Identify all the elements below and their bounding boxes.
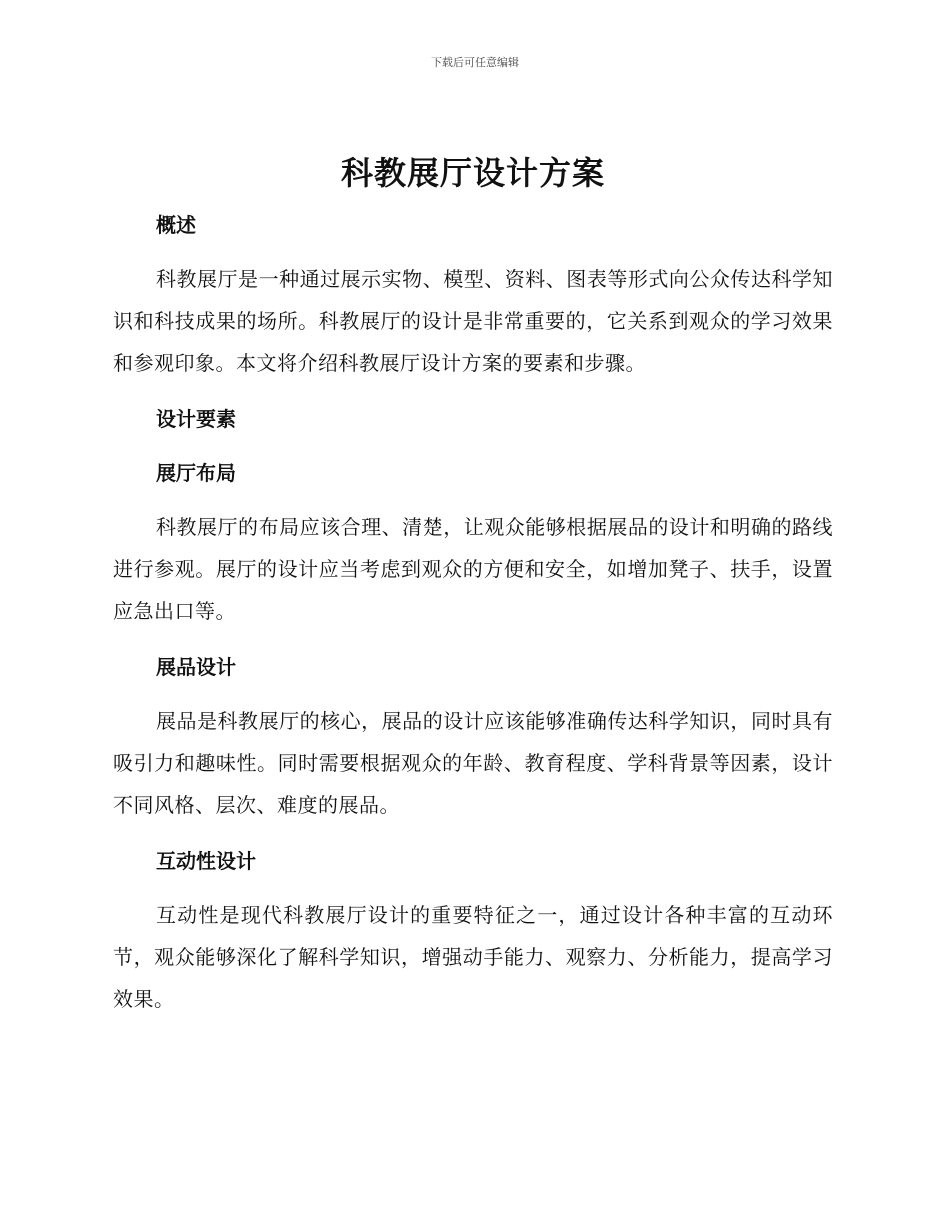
spacer — [113, 240, 833, 258]
heading-design-elements: 设计要素 — [156, 407, 236, 431]
heading-interactive-design: 互动性设计 — [156, 849, 256, 873]
spacer — [113, 682, 833, 700]
paragraph-interactive-design: 互动性是现代科教展厅设计的重要特征之一，通过设计各种丰富的互动环节，观众能够深化了解科学知识，增强动手能力、观察力、分析能力，提高学习效果。 — [113, 903, 833, 1011]
spacer — [113, 384, 833, 404]
heading-overview: 概述 — [156, 213, 196, 237]
spacer — [113, 632, 833, 652]
paragraph-overview: 科教展厅是一种通过展示实物、模型、资料、图表等形式向公众传达科学知识和科技成果的场所。科教展厅的设计是非常重要的，它关系到观众的学习效果和参观印象。本文将介绍科教展厅设计方案的要素和步骤。 — [113, 267, 833, 375]
paragraph-hall-layout: 科教展厅的布局应该合理、清楚，让观众能够根据展品的设计和明确的路线进行参观。展厅的设计应当考虑到观众的方便和安全，如增加凳子、扶手，设置应急出口等。 — [113, 515, 833, 623]
document-title: 科教展厅设计方案 — [340, 154, 605, 192]
paragraph-exhibit-design: 展品是科教展厅的核心，展品的设计应该能够准确传达科学知识，同时具有吸引力和趣味性。同时需要根据观众的年龄、教育程度、学科背景等因素，设计不同风格、层次、难度的展品。 — [113, 709, 833, 817]
page-header-note: 下载后可任意编辑 — [431, 56, 519, 69]
spacer — [113, 488, 833, 506]
heading-hall-layout: 展厅布局 — [156, 461, 236, 485]
spacer — [113, 434, 833, 458]
document-body — [113, 148, 833, 1020]
spacer — [113, 876, 833, 894]
spacer — [113, 826, 833, 846]
heading-exhibit-design: 展品设计 — [156, 655, 236, 679]
